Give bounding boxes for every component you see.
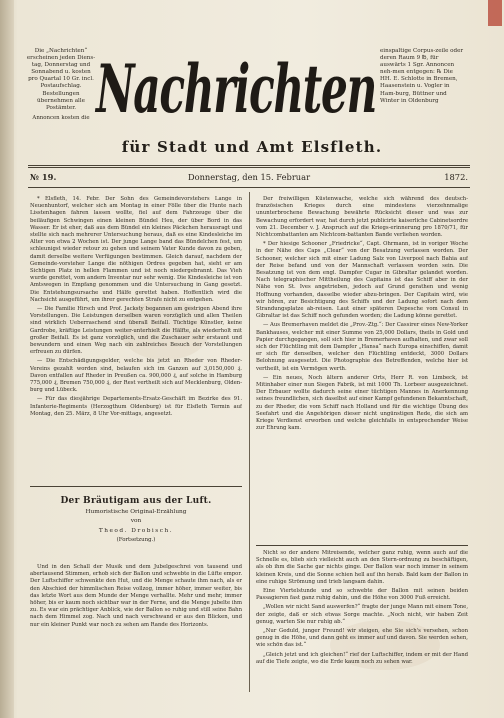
news-article: — Ein neues, Noch ältern anderer Orts, Herr R. von Limbeck, ist Mitinhaber einer nun Siegen Fabrik, ist mit 1000 Th. Lorbeer ausgezeichnet. Der Erbauer wollte dadurch seine einer tüchtigen Mannes in Anerkennung seines freundlichen, sich daselbst auf einer Kampf gefundenen Bekanntschaft, zu der Rheder, die vom Schiff nach Holland und für die wichtige Übung des Seefahrt und die Angehörigen dieser nicht ungünstigen Rede, die sich am Kriege Verdienst erworben und welche gleichfalls in entsprechender Weise zur Ehrung kam. bbox=[256, 374, 468, 432]
issue-info-bar bbox=[28, 172, 470, 186]
news-article: * Elsfleth, 14. Febr. Der Sohn des Gemeindevorstehers Lange in Neuenhuntorf, welcher sich am Montag in einer Fölle über die Hunte nach Lisstenhagen fahren lassen wollte, fiel auf dem Fahrzeuge über die beiläufigen Schwingen einen kleinen Bündel Heu, der über Bord in das Wasser. Er ist eher, daß aus dem Bündel ein kleines Päckchen herausragt und stellte sich nach mehrerer Untersuchung heraus, daß es eine Kindesleiche im Alter von etwa 2 Wochen ist. Der junge Lange band das Bündelchen fest, um schleunigst wieder retour zu gehen und seinem Vater Kunde davon zu geben, damit derselbe weitere Verfügungen bestimmen. Gleich darauf, nachdem der Gemeinde-vorsteher Lange die nöthigen Ordres gegeben hat, sieht er am Sichtigen Platz in hellen Flammen und ist noch niedergebrannt. Das Vieh wurde gerettet, vom andern Inventar nur sehr wenig. Die Kindesleiche ist von Amtswegen in Empfang genommen und die Untersuchung in Gang gesetzt. Die Entstehungsursache und Hälfe gerettet haben. Hoffentlich wird die Nachsicht ausgeführt, um ihrer gerechten Strafe nicht zu entgehen. bbox=[30, 196, 242, 303]
masthead bbox=[92, 40, 380, 130]
story-author: Theod. Drobisch. bbox=[98, 528, 174, 534]
column-divider bbox=[249, 192, 250, 692]
subscription-info bbox=[26, 48, 96, 122]
masthead-title-graphic bbox=[92, 40, 380, 130]
binding-spine bbox=[0, 0, 14, 718]
story-genre: Humoristische Original-Erzählung bbox=[85, 509, 187, 515]
issue-year: 1872. bbox=[444, 172, 468, 182]
issue-number: № 19. bbox=[30, 172, 57, 182]
header-rule-top-thin bbox=[28, 167, 470, 168]
section-rule bbox=[30, 486, 242, 487]
subscription-text: Die „Nachrichten“ erscheinen jeden Diens-tag, Donnerstag und Sonnabend u. kosten pro Quartal 10 Gr. incl. Postaufschlag. Bestellungen übernehmen alle Postämter. bbox=[26, 48, 96, 111]
advertising-text: einspaltige Corpus-zeile oder deren Raum 9 ℔, für auswärts 1 Sgr. Annoncen neh-men entgegen: ℞ Die HH. E. Schlotte in Bremen, Haasenstein u. Vogler in Ham-burg, Büttner und Winter in Oldenburg bbox=[380, 48, 464, 104]
feuilleton-column-left bbox=[30, 564, 242, 694]
news-article: — Die Entschädigungsgelder, welche bis jetzt an Rheder von Rheder-Vereins gezahlt worden sind, belaufen sich im Ganzen auf 3,0150,000 ₰. Davon entfallen auf Rheder in Preußen ca. 900,000 ₰, auf solche in Hamburg 775,000 ₰, Bremen 750,000 ₰, der Rest vertheilt sich auf Mecklenburg, Olden-burg und Lübeck. bbox=[30, 358, 242, 394]
news-article: Der freiwilligen Küstenwache, welche sich während des deutsch-französischen Krieges durch eine mindestens vierzehnmalige ununterbrochene Bewachung bewährte Rücksicht dieser und was zur Bewachung erfordert war, hat durch jetzt publicirte kaiserliche Cabinetsordre vom 21. December v. J. Anspruch auf die Kriegs-erinnerung pro 1870/71, für Nichtcombattanten am Nichtcom-battanten Bande verliehen worden. bbox=[256, 196, 468, 239]
local-news-column bbox=[30, 196, 242, 484]
advertising-info bbox=[380, 48, 464, 105]
section-rule bbox=[256, 545, 468, 546]
issue-date: Donnerstag, den 15. Februar bbox=[187, 172, 311, 182]
story-paragraph: Nicht so der andere Mitreisende, welcher ganz ruhig, wenn auch auf die Schnelle es, blieb sich vielleicht auch an den Stern-ordnung zu beschäftigen, als ob ihm die Sache gar nichts ginge. Der Ballon war noch immer in seinem kleinen Kreis, und die Sonne schien hell auf ihn herab. Bald kam der Ballon in eine ruhige Strömung und trieb langsam dahin. bbox=[256, 550, 468, 585]
story-paragraph: „Wollen wir nicht Sand auswerfen?“ fragte der junge Mann mit einem Tone, der zeigte, daß er sich etwas Sorge machte. „Noch nicht, wir haben Zeit genug, warten Sie nur ruhig ab.“ bbox=[256, 604, 468, 625]
news-article: — Aus Bremerhaven meldet die „Prov.-Ztg.“: Der Cassirer eines New-Yorker Bankhauses, welcher mit einer Summe von 25,000 Dollars, theils in Gold und Papier durchgegangen, soll sich hier in Bremerhaven aufhalten, und zwar soll sich der Flüchtling mit dem Dampfer „Hansa“ nach Europa einschiffen, damit er sich für denselben, welcher den Flüchtling entdeckt, 3000 Dollars Belohnung ausgesetzt. Die Photographie des Betreffenden, welche hier ist vertheilt, ist ein Vermögen werth. bbox=[256, 322, 468, 372]
news-article: * Der hiesige Schooner „Friedricke“, Capt. Ohrmann, ist in voriger Woche in der Nähe des Caps „Clear“ von der Besatzung verlassen worden. Der Schooner, welcher sich mit einer Ladung Salz von Liverpool nach Bahia auf der Reise befand und von der Mannschaft verlassen worden sein. Die Besatzung ist von dem engl. Dampfer Cugar in Gibraltar gelandet worden. Nach telegraphischer Mittheilung des Capitains ist das Schiff aber in der Nähe von St. Ives angetrieben, jedoch auf Grund gerathen und wenig Hoffnung vorhanden, dasselbe wieder abzu-bringen. Der Capitain wird, wie wir hören, zur Besichtigung des Schiffs und der Ladung sofort nach dem Strandungsplatze ab-reisen. Laut einer späteren Depesche vom Consul in Gibraltar ist das Schiff noch gefunden worden; die Ladung könne gerettet. bbox=[256, 241, 468, 320]
feuilleton-header bbox=[30, 496, 242, 543]
news-article: — Die Familie Hirsch und Prof. Jacksty begannen am gestrigen Abend ihre Vorstellungen. Die Leistungen derselben waren vorzüglich und allen Theilen sind wirklich Ueberraschend sind überall Beifall. Tüchtige Künstler, keine Gardrobe, kräftige Leistungen weiter-unterhielt die Hälfte, als wiederholt mit großer Beifall. Es ist ganz vorzüglich, und die Zuschauer sehr erstaunt und bewundern und einen Weg nach ein zahlreiches Besuch der Vorstellungen erfreuen zu dürfen. bbox=[30, 306, 242, 356]
story-paragraph: Eine Viertelstunde und so schwebte der Ballon mit seinen beiden Passagieren fast ganz ruhig dahin, und die Höhe von 3000 Fuß erreicht. bbox=[256, 588, 468, 602]
news-article: — Für das diesjährige Departements-Ersatz-Geschäft im Bezirke des 91. Infanterie-Regiments (Herzogthum Oldenburg) ist für Elsfleth Termin auf Montag, den 25. März, 8 Uhr Vor-mittags, angesetzt. bbox=[30, 396, 242, 417]
story-by: von bbox=[130, 518, 142, 524]
masthead-title: Nachrichten bbox=[94, 50, 376, 128]
advert-price-intro: Annoncen kosten die bbox=[32, 114, 90, 121]
regional-news-column bbox=[256, 196, 468, 542]
masthead-subtitle: für Stadt und Amt Elsfleth. bbox=[121, 138, 383, 156]
story-paragraph: „Gleich jetzt und ich gleichen!“ rief der Luftschiffer, indem er mit der Hand auf die Tiefe zeigte, wo die Erde kaum noch zu sehen war. bbox=[256, 651, 468, 665]
story-paragraph: Und in den Schall der Musik und dem Jubelgeschrei von tausend und abertausend Stimmen, erhob sich der Ballon und schwebte in die Lüfte empor. Der Luftschiffer schwenkte den Hut, und die Menge schaute ihm nach, als er den Abschied der himmlischen Reise vollzog, immer höher, immer weiter, bis das letzte Wort aus dem Munde der Menge verhallte. Mehr und mehr, immer höher, bis er kaum noch sichtbar war in der Ferne, und die Menge jubelte ihm zu. Es war ein prächtiger Anblick, wie der Ballon so ruhig und still seine Bahn nach dem Himmel zog. Nach und nach verschwand er aus den Blicken, und nur ein kleiner Punkt war noch zu sehen am Rande des Horizonts. bbox=[30, 564, 242, 628]
story-paragraph: „Nur Geduld, junger Freund! wir steigen, ehe Sie sich's versehen, schon genug in die Höhe, und dann geht es immer auf und davon. Sie werden sehen, wie schön das ist.“ bbox=[256, 628, 468, 649]
header-rule-bottom bbox=[28, 187, 470, 188]
library-bookmark-tab bbox=[488, 0, 502, 26]
story-continuation: (Fortsetzung.) bbox=[116, 537, 156, 543]
story-title: Der Bräutigam aus der Luft. bbox=[60, 496, 212, 506]
header-rule-top bbox=[28, 165, 470, 166]
feuilleton-column-right bbox=[256, 550, 468, 694]
